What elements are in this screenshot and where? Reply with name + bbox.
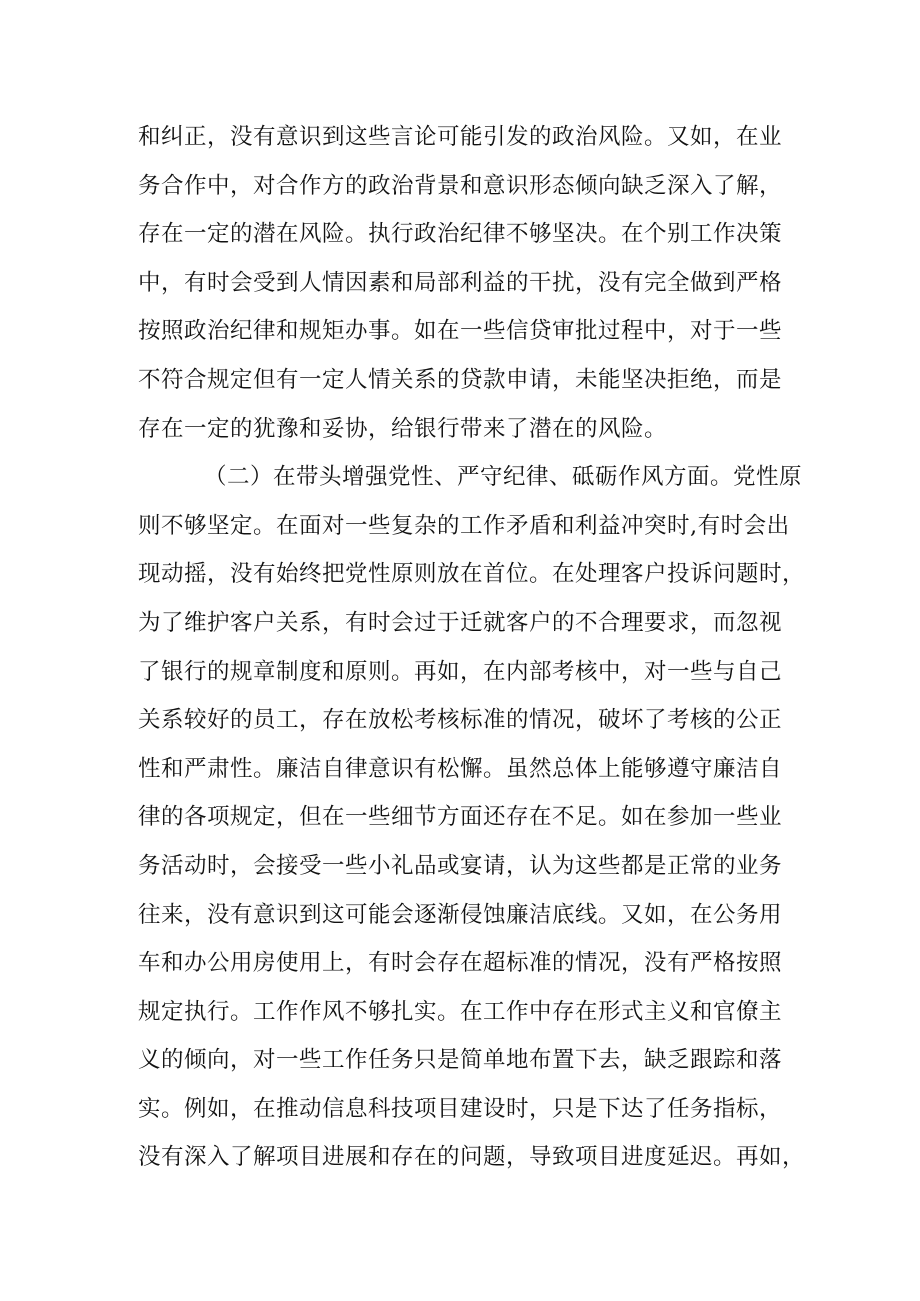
text-line: 中，有时会受到人情因素和局部利益的干扰，没有完全做到严格 [138,269,783,296]
text-line: 往来，没有意识到这可能会逐渐侵蚀廉洁底线。又如，在公务用 [138,901,783,928]
text-line: 存在一定的犹豫和妥协，给银行带来了潜在的风险。 [138,415,668,442]
text-line: 性和严肃性。廉洁自律意识有松懈。虽然总体上能够遵守廉洁自 [138,755,783,782]
text-line: 和纠正，没有意识到这些言论可能引发的政治风险。又如，在业 [138,124,783,150]
text-line: 则不够坚定。在面对一些复杂的工作矛盾和利益冲突时,有时会出 [138,512,790,539]
text-line: 规定执行。工作作风不够扎实。在工作中存在形式主义和官僚主 [138,998,783,1025]
text-line: 关系较好的员工，存在放松考核标准的情况，破坏了考核的公正 [138,707,783,734]
text-line: 律的各项规定，但在一些细节方面还存在不足。如在参加一些业 [138,804,783,831]
text-line: 按照政治纪律和规矩办事。如在一些信贷审批过程中，对于一些 [138,318,783,345]
text-line: 不符合规定但有一定人情关系的贷款申请，未能坚决拒绝，而是 [138,366,783,393]
text-line: 现动摇，没有始终把党性原则放在首位。在处理客户投诉问题时， [138,561,806,588]
text-line: 存在一定的潜在风险。执行政治纪律不够坚决。在个别工作决策 [138,221,783,248]
text-line: 实。例如，在推动信息科技项目建设时，只是下达了任务指标， [138,1095,783,1122]
text-line: 车和办公用房使用上，有时会存在超标准的情况，没有严格按照 [138,950,783,977]
section-heading-line: （二）在带头增强党性、严守纪律、砥砺作风方面。党性原 [204,464,803,491]
text-line: 务活动时，会接受一些小礼品或宴请，认为这些都是正常的业务 [138,852,783,879]
text-line: 为了维护客户关系，有时会过于迁就客户的不合理要求，而忽视 [138,609,783,636]
text-line: 务合作中，对合作方的政治背景和意识形态倾向缺乏深入了解， [138,172,783,199]
text-line: 了银行的规章制度和原则。再如，在内部考核中，对一些与自己 [138,658,783,685]
text-line: 义的倾向，对一些工作任务只是简单地布置下去，缺乏跟踪和落 [138,1047,783,1074]
body-text [138,113,806,1182]
text-line: 没有深入了解项目进展和存在的问题，导致项目进度延迟。再如， [138,1144,806,1171]
